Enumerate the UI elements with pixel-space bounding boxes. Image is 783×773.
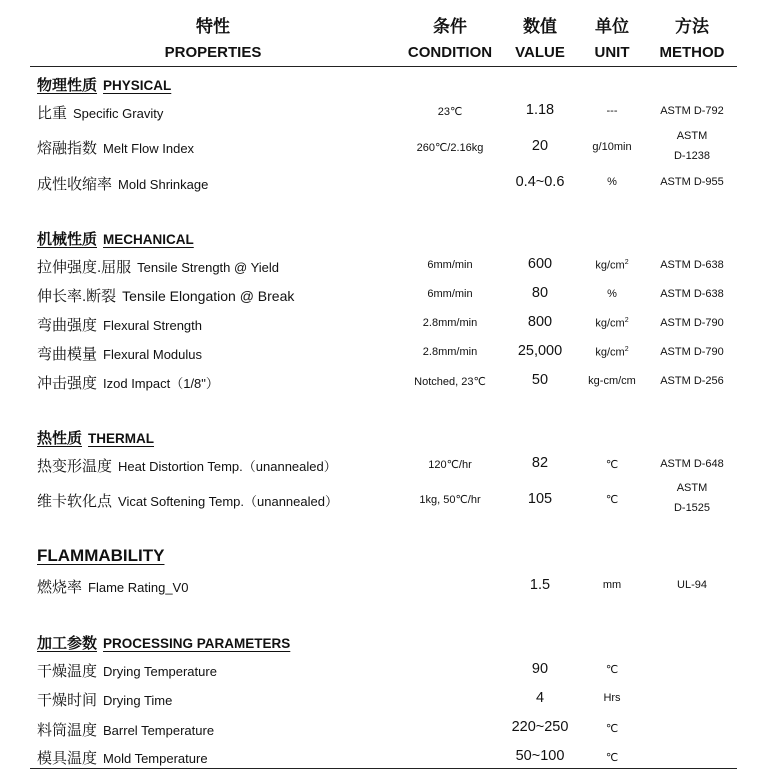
row-unit: --- bbox=[606, 105, 618, 117]
row-condition: 2.8mm/min bbox=[422, 317, 478, 329]
row-value: 50~100 bbox=[515, 748, 565, 764]
header-condition-en: CONDITION bbox=[407, 44, 493, 61]
row-unit: ℃ bbox=[605, 752, 619, 764]
row-unit: ℃ bbox=[605, 723, 619, 735]
row-unit: % bbox=[607, 176, 617, 188]
row-condition: 6mm/min bbox=[427, 288, 473, 300]
footer-divider bbox=[30, 768, 737, 769]
row-value: 82 bbox=[531, 455, 549, 471]
row-method: ASTM D-1525 bbox=[673, 482, 711, 514]
header-unit-en: UNIT bbox=[594, 44, 630, 61]
row-unit: $kg/cm^2$ bbox=[595, 346, 629, 359]
row-property: 熔融指数 Melt Flow Index bbox=[37, 140, 195, 157]
row-method: ASTM D-790 bbox=[660, 317, 724, 329]
row-unit: % bbox=[607, 288, 617, 300]
section-title-thermal: 热性质 THERMAL bbox=[37, 430, 155, 447]
row-method: ASTM D-955 bbox=[660, 176, 724, 188]
header-value-en: VALUE bbox=[515, 44, 565, 61]
row-property: 燃烧率 Flame Rating_V0 bbox=[37, 579, 189, 596]
section-title-processing: 加工参数 PROCESSING PARAMETERS bbox=[37, 635, 291, 652]
row-method: ASTM D-1238 bbox=[673, 130, 711, 162]
row-condition: Notched, 23℃ bbox=[414, 376, 486, 388]
row-method: ASTM D-256 bbox=[660, 375, 724, 387]
row-method: ASTM D-792 bbox=[660, 105, 724, 117]
row-property: 料筒温度 Barrel Temperature bbox=[37, 722, 215, 739]
header-condition-zh: 条件 bbox=[433, 17, 467, 36]
row-property: 比重 Specific Gravity bbox=[37, 105, 164, 122]
header-property-en: PROPERTIES bbox=[164, 44, 262, 61]
row-unit: g/10min bbox=[592, 141, 632, 153]
row-unit: kg-cm/cm bbox=[588, 375, 636, 387]
row-value: 4 bbox=[535, 690, 545, 706]
row-condition: 23℃ bbox=[437, 106, 463, 118]
header-method-zh: 方法 bbox=[675, 17, 709, 36]
row-method: ASTM D-638 bbox=[660, 259, 724, 271]
row-condition: 260℃/2.16kg bbox=[416, 142, 484, 154]
row-method: ASTM D-790 bbox=[660, 346, 724, 358]
row-property: 弯曲强度 Flexural Strength bbox=[37, 317, 203, 334]
row-value: 1.18 bbox=[525, 102, 555, 118]
header-unit-zh: 单位 bbox=[595, 17, 629, 36]
row-condition: 6mm/min bbox=[427, 259, 473, 271]
section-title-mechanical: 机械性质 MECHANICAL bbox=[37, 231, 194, 248]
row-condition: 120℃/hr bbox=[428, 459, 472, 471]
header-method-en: METHOD bbox=[659, 44, 725, 61]
section-title-flammability: FLAMMABILITY bbox=[37, 546, 165, 565]
row-method: ASTM D-648 bbox=[660, 458, 724, 470]
row-property: 热变形温度 Heat Distortion Temp.（unannealed） bbox=[37, 458, 337, 475]
row-property: 模具温度 Mold Temperature bbox=[37, 750, 208, 767]
row-value: 25,000 bbox=[517, 343, 563, 359]
row-value: 220~250 bbox=[511, 719, 569, 735]
row-unit: $kg/cm^2$ bbox=[595, 317, 629, 330]
row-property: 干燥温度 Drying Temperature bbox=[37, 663, 217, 680]
row-value: 20 bbox=[531, 138, 549, 154]
row-method: ASTM D-638 bbox=[660, 288, 724, 300]
row-property: 拉伸强度.屈服 Tensile Strength @ Yield bbox=[37, 259, 280, 276]
row-unit: Hrs bbox=[603, 692, 621, 704]
row-value: 800 bbox=[527, 314, 553, 330]
row-unit: ℃ bbox=[605, 664, 619, 676]
row-value: 0.4~0.6 bbox=[515, 174, 565, 190]
row-unit: ℃ bbox=[605, 494, 619, 506]
row-value: 600 bbox=[527, 256, 553, 272]
header-property-zh: 特性 bbox=[196, 17, 230, 36]
row-value: 105 bbox=[527, 491, 553, 507]
row-unit: mm bbox=[602, 579, 622, 591]
row-method: UL-94 bbox=[677, 579, 707, 591]
row-value: 50 bbox=[531, 372, 549, 388]
section-title-physical: 物理性质 PHYSICAL bbox=[37, 77, 172, 94]
row-property: 冲击强度 Izod Impact（1/8"） bbox=[37, 375, 219, 392]
row-unit: $kg/cm^2$ bbox=[595, 259, 629, 272]
row-condition: 2.8mm/min bbox=[422, 346, 478, 358]
row-property: 干燥时间 Drying Time bbox=[37, 692, 173, 709]
row-value: 90 bbox=[531, 661, 549, 677]
row-value: 1.5 bbox=[529, 577, 551, 593]
row-property: 弯曲模量 Flexural Modulus bbox=[37, 346, 203, 363]
row-property: 成性收缩率 Mold Shrinkage bbox=[37, 176, 209, 193]
header-value-zh: 数值 bbox=[523, 17, 557, 36]
row-property: 维卡软化点 Vicat Softening Temp.（unannealed） bbox=[37, 493, 338, 510]
header-divider bbox=[30, 66, 737, 67]
row-value: 80 bbox=[531, 285, 549, 301]
row-property: 伸长率.断裂 Tensile Elongation @ Break bbox=[37, 288, 295, 305]
row-unit: ℃ bbox=[605, 459, 619, 471]
row-condition: 1kg, 50℃/hr bbox=[419, 494, 481, 506]
